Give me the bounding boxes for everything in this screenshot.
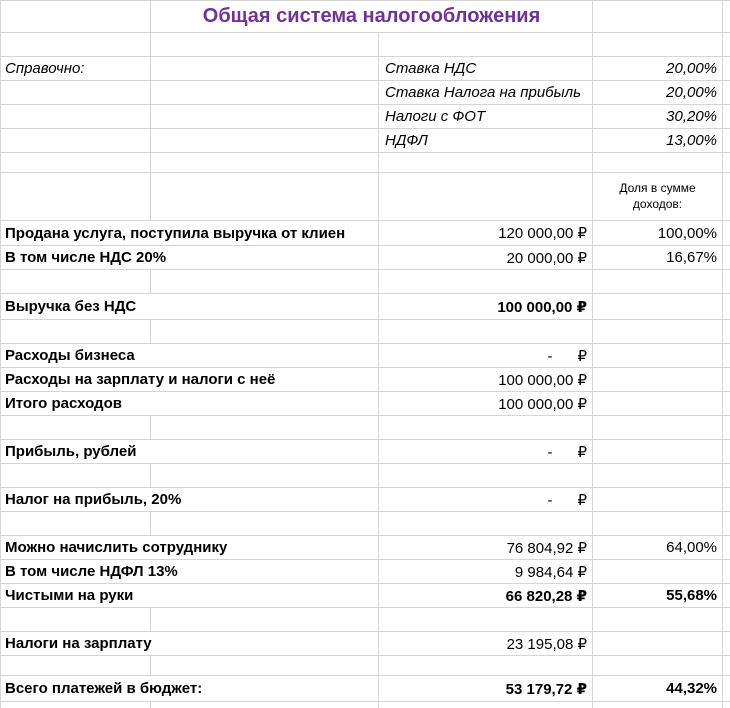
- cell-label[interactable]: Всего платежей в бюджет:: [1, 676, 379, 702]
- cell-empty[interactable]: [593, 270, 723, 294]
- cell-share[interactable]: 44,32%: [593, 676, 723, 702]
- cell-empty[interactable]: [723, 270, 730, 294]
- title-row: [1, 1, 730, 33]
- cell-empty[interactable]: [593, 320, 723, 344]
- cell-empty[interactable]: [151, 57, 379, 81]
- cell-empty[interactable]: [723, 702, 730, 708]
- cell-label[interactable]: Итого расходов: [1, 392, 379, 416]
- spacer-row: [1, 464, 730, 488]
- cell-empty[interactable]: [151, 153, 379, 173]
- cell-empty[interactable]: [151, 129, 379, 153]
- cell-empty[interactable]: [1, 702, 151, 708]
- row-total-expenses: [1, 392, 730, 416]
- cell-share[interactable]: [593, 440, 723, 464]
- cell-empty[interactable]: [723, 488, 730, 512]
- cell-empty[interactable]: [723, 656, 730, 676]
- cell-empty[interactable]: [379, 173, 593, 221]
- cell-empty[interactable]: [1, 81, 151, 105]
- cell-amount[interactable]: - ₽: [379, 344, 593, 368]
- sheet-title[interactable]: Общая система налогообложения: [151, 1, 593, 33]
- cell-empty[interactable]: [151, 702, 379, 708]
- cell-empty[interactable]: [723, 246, 730, 270]
- cell-label[interactable]: Прибыль, рублей: [1, 440, 379, 464]
- cell-empty[interactable]: [379, 270, 593, 294]
- cell-share[interactable]: 16,67%: [593, 246, 723, 270]
- cell-empty[interactable]: [1, 464, 151, 488]
- cell-label[interactable]: Налог на прибыль, 20%: [1, 488, 379, 512]
- cell-empty[interactable]: [151, 656, 379, 676]
- cell-empty[interactable]: [1, 320, 151, 344]
- cell-share[interactable]: [593, 368, 723, 392]
- cell-empty[interactable]: [723, 632, 730, 656]
- cell-empty[interactable]: [379, 416, 593, 440]
- spacer-row: [1, 270, 730, 294]
- spacer-row: [1, 608, 730, 632]
- cell-amount[interactable]: 100 000,00 ₽: [379, 294, 593, 320]
- cell-label[interactable]: Можно начислить сотруднику: [1, 536, 379, 560]
- spacer-row: [1, 702, 730, 708]
- cell-amount[interactable]: 100 000,00 ₽: [379, 368, 593, 392]
- row-total-budget: [1, 676, 730, 702]
- cell-empty[interactable]: [379, 320, 593, 344]
- spacer-row: [1, 416, 730, 440]
- cell-empty[interactable]: [723, 173, 730, 221]
- cell-amount[interactable]: - ₽: [379, 488, 593, 512]
- cell-empty[interactable]: [151, 512, 379, 536]
- reference-caption[interactable]: Справочно:: [1, 57, 151, 81]
- row-vat-included: [1, 246, 730, 270]
- row-revenue: [1, 221, 730, 246]
- cell-empty[interactable]: [723, 57, 730, 81]
- cell-share[interactable]: 55,68%: [593, 584, 723, 608]
- row-revenue-net: [1, 294, 730, 320]
- spacer-row: [1, 512, 730, 536]
- cell-empty[interactable]: [723, 153, 730, 173]
- cell-label[interactable]: Расходы на зарплату и налоги с неё: [1, 368, 379, 392]
- cell-label[interactable]: Расходы бизнеса: [1, 344, 379, 368]
- cell-empty[interactable]: [1, 416, 151, 440]
- cell-empty[interactable]: [379, 656, 593, 676]
- reference-value[interactable]: 13,00%: [593, 129, 723, 153]
- cell-empty[interactable]: [379, 33, 593, 57]
- cell-empty[interactable]: [593, 702, 723, 708]
- cell-empty[interactable]: [723, 512, 730, 536]
- cell-empty[interactable]: [723, 440, 730, 464]
- cell-share[interactable]: [593, 632, 723, 656]
- cell-empty[interactable]: [1, 33, 151, 57]
- cell-label[interactable]: Налоги на зарплату: [1, 632, 379, 656]
- cell-empty[interactable]: [1, 173, 151, 221]
- cell-amount[interactable]: 9 984,64 ₽: [379, 560, 593, 584]
- cell-empty[interactable]: [379, 512, 593, 536]
- row-ndfl-included: [1, 560, 730, 584]
- cell-amount[interactable]: 20 000,00 ₽: [379, 246, 593, 270]
- cell-empty[interactable]: [379, 702, 593, 708]
- cell-empty[interactable]: [151, 608, 379, 632]
- reference-value[interactable]: 30,20%: [593, 105, 723, 129]
- cell-empty[interactable]: [723, 221, 730, 246]
- cell-share[interactable]: [593, 488, 723, 512]
- cell-empty[interactable]: [593, 416, 723, 440]
- cell-amount[interactable]: 120 000,00 ₽: [379, 221, 593, 246]
- cell-label[interactable]: Выручка без НДС: [1, 294, 379, 320]
- cell-empty[interactable]: [151, 464, 379, 488]
- spacer-row: [1, 153, 730, 173]
- cell-empty[interactable]: [723, 33, 730, 57]
- cell-empty[interactable]: [723, 320, 730, 344]
- cell-empty[interactable]: [1, 656, 151, 676]
- cell-empty[interactable]: [593, 1, 723, 33]
- reference-name[interactable]: Ставка Налога на прибыль: [379, 81, 593, 105]
- cell-empty[interactable]: [723, 608, 730, 632]
- row-gross-salary: [1, 536, 730, 560]
- cell-share[interactable]: [593, 392, 723, 416]
- spacer-row: [1, 320, 730, 344]
- cell-empty[interactable]: [151, 416, 379, 440]
- cell-share[interactable]: [593, 344, 723, 368]
- cell-share[interactable]: [593, 294, 723, 320]
- spacer-row: [1, 33, 730, 57]
- cell-empty[interactable]: [723, 392, 730, 416]
- cell-empty[interactable]: [151, 81, 379, 105]
- cell-empty[interactable]: [1, 129, 151, 153]
- cell-empty[interactable]: [723, 368, 730, 392]
- cell-amount[interactable]: 66 820,28 ₽: [379, 584, 593, 608]
- cell-amount[interactable]: 23 195,08 ₽: [379, 632, 593, 656]
- cell-empty[interactable]: [1, 153, 151, 173]
- reference-row-payroll-tax-rate: [1, 105, 730, 129]
- cell-empty[interactable]: [151, 105, 379, 129]
- cell-empty[interactable]: [593, 656, 723, 676]
- row-business-expenses: [1, 344, 730, 368]
- row-profit-tax: [1, 488, 730, 512]
- reference-row-vat-rate: [1, 57, 730, 81]
- row-salary-taxes: [1, 632, 730, 656]
- cell-label[interactable]: В том числе НДС 20%: [1, 246, 379, 270]
- row-net-salary: [1, 584, 730, 608]
- reference-name[interactable]: Налоги с ФОТ: [379, 105, 593, 129]
- cell-amount[interactable]: 100 000,00 ₽: [379, 392, 593, 416]
- cell-empty[interactable]: [723, 416, 730, 440]
- cell-label[interactable]: Продана услуга, поступила выручка от клиен: [1, 221, 379, 246]
- share-column-header[interactable]: Доля в сумме доходов:: [593, 173, 723, 221]
- cell-empty[interactable]: [723, 105, 730, 129]
- cell-empty[interactable]: [593, 153, 723, 173]
- reference-row-profit-tax-rate: [1, 81, 730, 105]
- cell-empty[interactable]: [723, 294, 730, 320]
- cell-empty[interactable]: [379, 153, 593, 173]
- cell-share[interactable]: 100,00%: [593, 221, 723, 246]
- cell-amount[interactable]: 53 179,72 ₽: [379, 676, 593, 702]
- cell-empty[interactable]: [723, 81, 730, 105]
- cell-empty[interactable]: [593, 33, 723, 57]
- cell-empty[interactable]: [1, 1, 151, 33]
- cell-empty[interactable]: [723, 1, 730, 33]
- cell-share[interactable]: [593, 560, 723, 584]
- reference-value[interactable]: 20,00%: [593, 57, 723, 81]
- cell-empty[interactable]: [723, 584, 730, 608]
- spacer-row: [1, 656, 730, 676]
- row-salary-expenses: [1, 368, 730, 392]
- cell-empty[interactable]: [723, 676, 730, 702]
- cell-empty[interactable]: [723, 344, 730, 368]
- cell-empty[interactable]: [723, 129, 730, 153]
- cell-empty[interactable]: [723, 536, 730, 560]
- share-header-row: [1, 173, 730, 221]
- cell-empty[interactable]: [593, 608, 723, 632]
- cell-share[interactable]: 64,00%: [593, 536, 723, 560]
- cell-empty[interactable]: [151, 270, 379, 294]
- cell-label[interactable]: Чистыми на руки: [1, 584, 379, 608]
- cell-empty[interactable]: [593, 512, 723, 536]
- cell-empty[interactable]: [1, 512, 151, 536]
- cell-empty[interactable]: [1, 608, 151, 632]
- cell-empty[interactable]: [151, 320, 379, 344]
- cell-empty[interactable]: [593, 464, 723, 488]
- reference-name[interactable]: НДФЛ: [379, 129, 593, 153]
- cell-empty[interactable]: [723, 464, 730, 488]
- cell-empty[interactable]: [723, 560, 730, 584]
- cell-empty[interactable]: [379, 464, 593, 488]
- cell-empty[interactable]: [1, 105, 151, 129]
- cell-label[interactable]: В том числе НДФЛ 13%: [1, 560, 379, 584]
- reference-row-ndfl-rate: [1, 129, 730, 153]
- cell-amount[interactable]: 76 804,92 ₽: [379, 536, 593, 560]
- cell-empty[interactable]: [151, 33, 379, 57]
- cell-empty[interactable]: [151, 173, 379, 221]
- row-profit: [1, 440, 730, 464]
- cell-empty[interactable]: [1, 270, 151, 294]
- cell-empty[interactable]: [379, 608, 593, 632]
- reference-value[interactable]: 20,00%: [593, 81, 723, 105]
- reference-name[interactable]: Ставка НДС: [379, 57, 593, 81]
- cell-amount[interactable]: - ₽: [379, 440, 593, 464]
